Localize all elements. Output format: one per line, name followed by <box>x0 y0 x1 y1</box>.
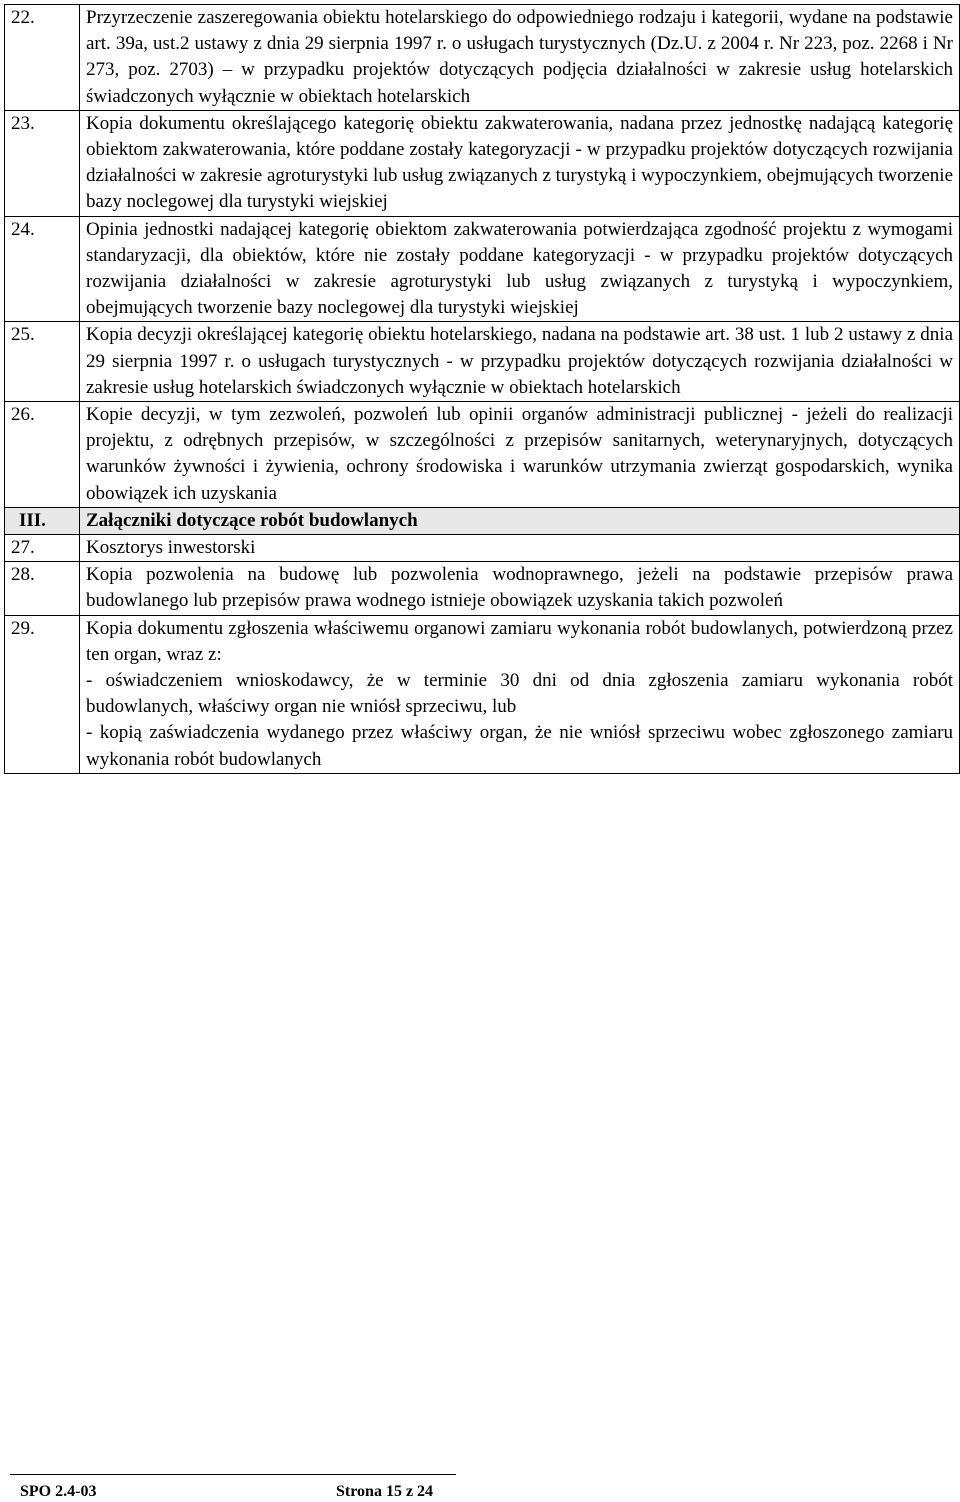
page-number: Strona 15 z 24 <box>336 1483 434 1500</box>
section-title: Załączniki dotyczące robót budowlanych <box>80 507 960 534</box>
row-number: 27. <box>5 535 80 562</box>
row-number: 25. <box>5 322 80 402</box>
table-row <box>5 402 960 508</box>
table-row <box>5 216 960 322</box>
row-text: Kopia decyzji określającej kategorię obiektu hotelarskiego, nadana na podstawie art. 38 ust. 1 lub 2 ustawy z dnia 29 sierpnia 1997 r. o usługach turystycznych - w przypadku projektów dotyczących rozwijania działalności w zakresie usług hotelarskich świadczonych wyłącznie w obiektach hotelarskich <box>80 322 960 402</box>
row-number: 24. <box>5 216 80 322</box>
row-text-option-1: - oświadczeniem wnioskodawcy, że w terminie 30 dni od dnia zgłoszenia zamiaru wykonania robót budowlanych, właściwy organ nie wniósł sprzeciwu, lub <box>86 670 953 718</box>
row-number: 29. <box>5 615 80 773</box>
row-text: Kopie decyzji, w tym zezwoleń, pozwoleń lub opinii organów administracji publicznej - jeżeli do realizacji projektu, z odrębnych przepisów, w szczególności z przepisów sanitarnych, weterynaryjnych, dotyczących warunków żywności i żywienia, ochrony środowiska i warunków utrzymania zwierząt gospodarskich, wynika obowiązek ich uzyskania <box>80 402 960 508</box>
section-number: III. <box>5 507 80 534</box>
row-text: Kopia dokumentu określającego kategorię obiektu zakwaterowania, nadana przez jednostkę nadającą kategorię obiektom zakwaterowania, które poddane zostały kategoryzacji - w przypadku projektów dotyczących rozwijania działalności w zakresie agroturystyki lub usług związanych z turystyką i wypoczynkiem, obejmujących tworzenie bazy noclegowej dla turystyki wiejskiej <box>80 110 960 216</box>
row-text: Opinia jednostki nadającej kategorię obiektom zakwaterowania potwierdzająca zgodność projektu z wymogami standaryzacji, dla obiektów, które nie zostały poddane kategoryzacji - w przypadku projektów dotyczących rozwijania działalności w zakresie agroturystyki lub usług związanych z turystyką i wypoczynkiem, obejmujących tworzenie bazy noclegowej dla turystyki wiejskiej <box>80 216 960 322</box>
section-header-row <box>5 507 960 534</box>
table-row <box>5 110 960 216</box>
row-text-option-2: - kopią zaświadczenia wydanego przez właściwy organ, że nie wniósł sprzeciwu wobec zgłoszonego zamiaru wykonania robót budowlanych <box>86 722 953 770</box>
table-row <box>5 535 960 562</box>
row-number: 26. <box>5 402 80 508</box>
row-text: Kosztorys inwestorski <box>80 535 960 562</box>
table-row <box>5 322 960 402</box>
document-code: SPO 2.4-03 <box>20 1483 97 1500</box>
row-number: 22. <box>5 5 80 111</box>
table-row <box>5 562 960 615</box>
row-number: 23. <box>5 110 80 216</box>
row-number: 28. <box>5 562 80 615</box>
attachments-table <box>4 4 960 774</box>
row-text: Kopia pozwolenia na budowę lub pozwolenia wodnoprawnego, jeżeli na podstawie przepisów prawa budowlanego lub przepisów prawa wodnego istnieje obowiązek uzyskania takich pozwoleń <box>80 562 960 615</box>
page-footer <box>10 1474 456 1500</box>
table-row <box>5 5 960 111</box>
table-row <box>5 615 960 773</box>
row-text <box>80 615 960 773</box>
row-text-intro: Kopia dokumentu zgłoszenia właściwemu organowi zamiaru wykonania robót budowlanych, potwierdzoną przez ten organ, wraz z: <box>86 617 953 665</box>
row-text: Przyrzeczenie zaszeregowania obiektu hotelarskiego do odpowiedniego rodzaju i kategorii, wydane na podstawie art. 39a, ust.2 ustawy z dnia 29 sierpnia 1997 r. o usługach turystycznych (Dz.U. z 2004 r. Nr 223, poz. 2268 i Nr 273, poz. 2703) – w przypadku projektów dotyczących podjęcia działalności w zakresie usług hotelarskich świadczonych wyłącznie w obiektach hotelarskich <box>80 5 960 111</box>
